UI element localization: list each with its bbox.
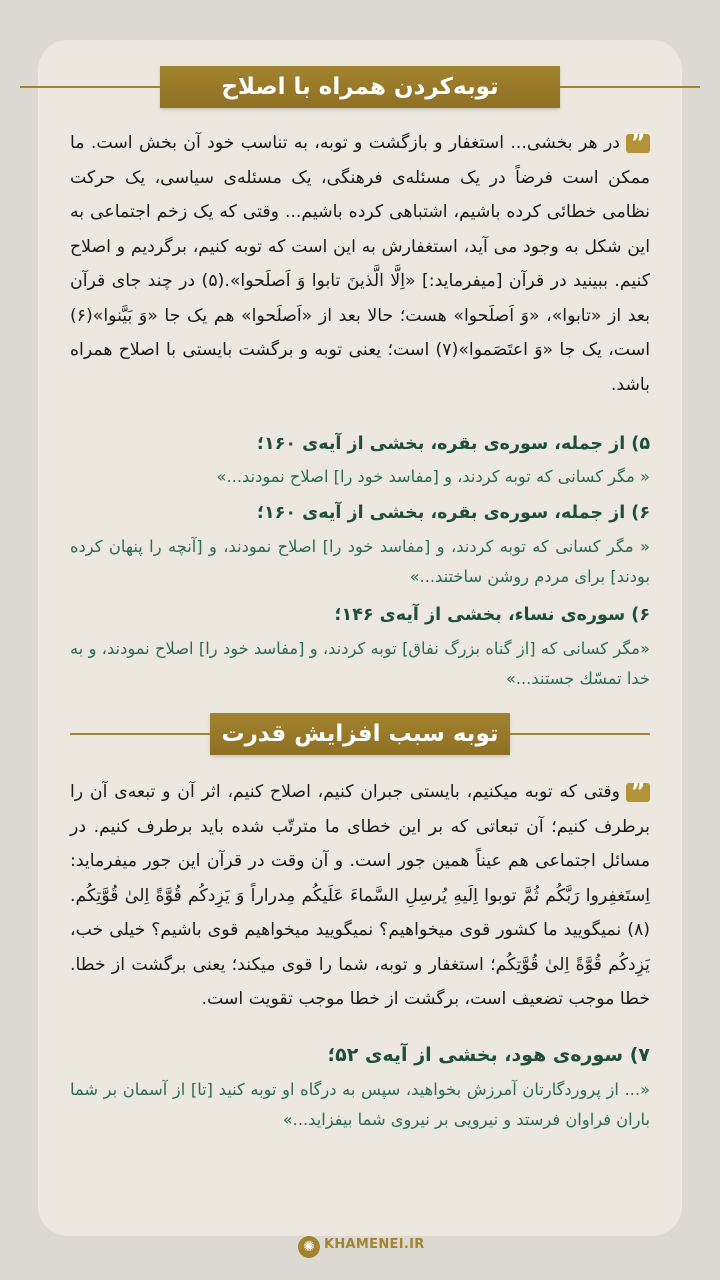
section1-body: در هر بخشی... استغفار و بازگشت و توبه، به تناسب خود آن بخش است. ما ممکن است فرضاً در یک مسئله‌ی فرهنگی، یک مسئله‌ی سیاسی، یک حرکت نظامی خطائی کرده باشیم، اشتباهی کرده باشیم... وقتی که یک زخم اجتماعی به این شکل به وجود می آید، استغفارش به این است که توبه کنیم، برگردیم و اصلاح کنیم. ببینید در قرآن [میفرماید:] «اِلَّا الَّذینَ تابوا وَ اَصلَحوا».(۵) در چند جای قرآن بعد از «تابوا»، «وَ اَصلَحوا» هست؛ حالا بعد از «اَصلَحوا» هم یک جا «وَ بَیَّنوا»(۶) است، یک جا «وَ اعتَصَموا»(۷) است؛ یعنی توبه و برگشت بایستی با اصلاح همراه باشد. <box>70 133 650 395</box>
khamenei-emblem-icon: ✺ <box>298 1236 320 1258</box>
section1-paragraph <box>70 126 650 402</box>
ref-text-6b: «مگر کسانی که [از گناه بزرگ نفاق] توبه کردند، و [مفاسد خود را] اصلاح نمودند، و به خدا تمسّك جستند...» <box>70 639 650 688</box>
ref-heading-7: ۷) سوره‌ی هود، بخشی از آیه‌ی ۵۲؛ <box>327 1044 650 1066</box>
ref-heading-5: ۵) از جمله، سوره‌ی بقره، بخشی از آیه‌ی ۱۶۰؛ <box>257 434 650 454</box>
ref-text-6a: « مگر کسانی که توبه کردند، و [مفاسد خود را] اصلاح نمودند، و [آنچه را پنهان کرده بودند] برای مردم روشن ساختند...» <box>70 537 650 586</box>
site-logo-text[interactable]: KHAMENEI.IR <box>324 1237 425 1252</box>
section2-title: توبه سبب افزایش قدرت <box>210 713 510 755</box>
quote-icon: ” <box>626 783 650 802</box>
section1-title: توبه‌کردن همراه با اصلاح <box>160 66 560 108</box>
quote-icon: ” <box>626 134 650 153</box>
ref-text-5: « مگر کسانی که توبه کردند، و [مفاسد خود را] اصلاح نمودند...» <box>216 467 650 486</box>
ref-text-7: «... از پروردگارتان آمرزش بخواهید، سپس به درگاه او توبه کنید [تا] از آسمان بر شما باران فراوان فرستد و نیرویی بر نیروی شما بیفزاید...» <box>70 1080 650 1129</box>
section2-paragraph <box>70 775 650 1017</box>
ref-heading-6b: ۶) سوره‌ی نساء، بخشی از آیه‌ی ۱۴۶؛ <box>334 605 650 625</box>
section2-body: وقتی که توبه میکنیم، بایستی جبران کنیم، اصلاح کنیم، اثر آن و تبعه‌ی آن را برطرف کنیم؛ آن تبعاتی که بر این خطای ما مترتّب شده باید برطرف کنیم. در مسائل اجتماعی هم عیناً همین جور است. و آن وقت در قرآن این جور میفرماید: اِستَغفِروا رَبَّکُم ثُمَّ توبوا اِلَیهِ یُرسِلِ السَّماءَ عَلَیکُم مِدراراً وَ یَزِدکُم قُوَّةً اِلیٰ قُوَّتِکُم.(۸) نمیگویید ما کشور قوی میخواهیم؟ نمیگویید میخواهیم قوی باشیم؟ خیلی خب، یَزِدکُم قُوَّةً اِلیٰ قُوَّتِکُم؛ استغفار و توبه، شما را قوی میکند؛ یعنی برگشت از خطا. خطا موجب تضعیف است، برگشت از خطا موجب تقویت است. <box>70 782 650 1009</box>
ref-heading-6a: ۶) از جمله، سوره‌ی بقره، بخشی از آیه‌ی ۱۶۰؛ <box>257 503 650 523</box>
